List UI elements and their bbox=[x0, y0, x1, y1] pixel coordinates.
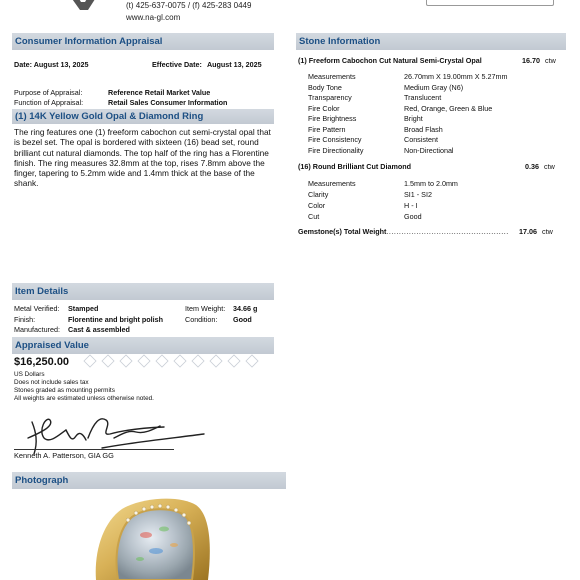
opal-weight-unit: ctw bbox=[545, 56, 556, 65]
opal-row-value: Translucent bbox=[404, 93, 442, 102]
opal-heading: (1) Freeform Cabochon Cut Natural Semi-Crystal Opal bbox=[298, 56, 482, 65]
signature-line bbox=[14, 449, 174, 450]
opal-row-value: 26.70mm X 19.00mm X 5.27mm bbox=[404, 72, 508, 81]
diamond-row-label: Cut bbox=[308, 212, 320, 221]
purpose-label: Purpose of Appraisal: bbox=[14, 88, 83, 97]
total-weight-unit: ctw bbox=[542, 227, 553, 236]
diamond-weight-unit: ctw bbox=[544, 162, 555, 171]
opal-row-value: Consistent bbox=[404, 135, 438, 144]
report-number-box bbox=[426, 0, 554, 6]
item-details-header: Item Details bbox=[12, 283, 274, 300]
opal-row-label: Measurements bbox=[308, 72, 356, 81]
total-weight-value: 17.06 bbox=[519, 227, 537, 236]
diamond-row-label: Clarity bbox=[308, 190, 329, 199]
date-label: Date: bbox=[14, 60, 32, 69]
total-weight-row: Gemstone(s) Total Weight................................................. bbox=[298, 227, 509, 236]
contact-info bbox=[126, 0, 251, 24]
manufactured-label: Manufactured: bbox=[14, 325, 60, 334]
diamond-row-value: Good bbox=[404, 212, 422, 221]
effective-date-row bbox=[152, 60, 262, 69]
total-weight bbox=[519, 227, 553, 236]
condition-value: Good bbox=[233, 314, 252, 324]
opal-row-value: Red, Orange, Green & Blue bbox=[404, 103, 493, 113]
diamond-row-label: Color bbox=[308, 201, 326, 210]
opal-row-value: Non-Directional bbox=[404, 145, 454, 155]
diamond-pattern-watermark bbox=[80, 351, 274, 371]
currency-note: US Dollars bbox=[14, 371, 45, 378]
date-value: August 13, 2025 bbox=[33, 60, 89, 69]
opal-row-label: Transparency bbox=[308, 93, 352, 102]
consumer-info-header: Consumer Information Appraisal bbox=[12, 33, 274, 50]
metal-value: Stamped bbox=[68, 304, 99, 313]
function-value: Retail Sales Consumer Information bbox=[108, 98, 228, 107]
photograph-header: Photograph bbox=[12, 472, 286, 489]
diamond-heading: (16) Round Brilliant Cut Diamond bbox=[298, 162, 411, 171]
appraised-value: $16,250.00 bbox=[14, 356, 70, 368]
item-description: The ring features one (1) freeform cabochon cut semi-crystal opal that is bezel set. The opal is bordered with sixteen (16) bead set, round brilliant cut natural diamonds. The top half of the ring has a Florentine finish. The ring measures 32.8mm at the top, rises 7.8mm above the finger, tapering to 5.2mm wide and 1.4mm thick at the base of the shank. bbox=[14, 127, 271, 189]
diamond-weight-value: 0.36 bbox=[525, 162, 539, 171]
date-row bbox=[14, 60, 88, 69]
ring-photo bbox=[88, 493, 218, 580]
function-label: Function of Appraisal: bbox=[14, 98, 84, 107]
opal-row-label: Body Tone bbox=[308, 82, 342, 92]
opal-row-value: Bright bbox=[404, 114, 423, 123]
diamond-row-label: Measurements bbox=[308, 179, 356, 188]
diamond-row-value: SI1 - SI2 bbox=[404, 190, 432, 199]
effective-date-label: Effective Date: bbox=[152, 60, 202, 69]
total-weight-label: Gemstone(s) Total Weight bbox=[298, 227, 387, 236]
lab-logo bbox=[58, 0, 108, 18]
appraiser-name: Kenneth A. Patterson, GIA GG bbox=[14, 451, 114, 460]
weight-note: All weights are estimated unless otherwise noted. bbox=[14, 395, 154, 402]
opal-row-label: Fire Brightness bbox=[308, 114, 357, 123]
opal-row-label: Fire Pattern bbox=[308, 124, 346, 134]
opal-weight-value: 16.70 bbox=[522, 56, 540, 65]
tax-note: Does not include sales tax bbox=[14, 379, 89, 386]
diamond-row-value: 1.5mm to 2.0mm bbox=[404, 179, 458, 188]
opal-row-value: Medium Gray (N6) bbox=[404, 82, 464, 92]
manufactured-value: Cast & assembled bbox=[68, 325, 130, 334]
weight-label: Item Weight: bbox=[185, 304, 226, 313]
opal-row-label: Fire Color bbox=[308, 103, 340, 113]
opal-row-label: Fire Directionality bbox=[308, 145, 364, 155]
finish-value: Florentine and bright polish bbox=[68, 314, 164, 324]
diamond-row-value: H - I bbox=[404, 201, 418, 210]
grading-note: Stones graded as mounting permits bbox=[14, 387, 115, 394]
condition-label: Condition: bbox=[185, 314, 218, 324]
opal-weight bbox=[522, 56, 556, 65]
effective-date-value: August 13, 2025 bbox=[206, 60, 262, 69]
stone-info-header: Stone Information bbox=[296, 33, 566, 50]
finish-label: Finish: bbox=[14, 314, 36, 324]
item-title: (1) 14K Yellow Gold Opal & Diamond Ring bbox=[12, 109, 274, 124]
appraisal-notes bbox=[14, 371, 154, 403]
opal-row-value: Broad Flash bbox=[404, 124, 443, 134]
purpose-value: Reference Retail Market Value bbox=[108, 88, 211, 97]
weight-value: 34.66 g bbox=[233, 304, 258, 313]
diamond-weight bbox=[525, 162, 555, 171]
phone-line: (t) 425-637-0075 / (f) 425-283 0449 bbox=[126, 1, 252, 10]
metal-label: Metal Verified: bbox=[14, 304, 60, 313]
opal-row-label: Fire Consistency bbox=[308, 135, 362, 144]
web-line: www.na-gl.com bbox=[126, 13, 181, 22]
appraised-value-header: Appraised Value bbox=[12, 337, 274, 354]
